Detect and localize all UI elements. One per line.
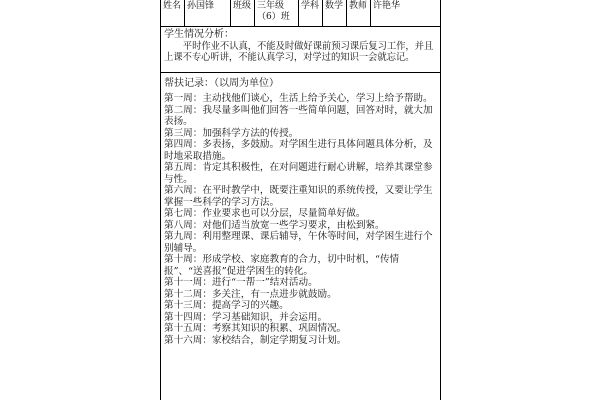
student-record-document <box>160 0 441 400</box>
name-value: 孙国锋 <box>185 0 231 26</box>
week-item: 第十一周：进行“一帮一”结对活动。 <box>164 277 318 288</box>
teacher-value: 许艳华 <box>373 1 401 11</box>
week-item: 第十三周：提高学习的兴趣。 <box>164 300 289 311</box>
week-item: 第四周：多表扬，多鼓励。对学困生进行具体问题具体分析，及时地采取措施。 <box>164 139 433 162</box>
week-item: 第五周：肯定其积极性，在对问题进行耐心讲解，培养其课堂参与性。 <box>164 162 433 185</box>
student-info-row <box>161 0 440 27</box>
week-item: 第八周：对他们适当放宽一些学习要求，由松到紧。 <box>164 219 385 231</box>
name-label: 姓名 <box>161 0 185 26</box>
week-item: 第二周：我尽量多叫他们回答一些简单问题，回答对时，就大加表扬。 <box>164 104 433 127</box>
week-item: 第三周：加强科学方法的传授。 <box>164 127 299 139</box>
subject-value: 数学 <box>323 0 347 26</box>
records-title: 帮扶记录：（以周为单位） <box>164 78 279 89</box>
class-label: 班级 <box>231 0 255 26</box>
week-item: 第十四周：学习基础知识，并会运用。 <box>164 311 328 323</box>
subject-label: 学科 <box>299 0 323 26</box>
week-item: 第十五周：考察其知识的积累、巩固情况。 <box>164 323 347 334</box>
week-item: 第十周：形成学校、家庭教育的合力，切中时机，“传情报”、“送喜报”促进学困生的转化。 <box>164 254 400 277</box>
analysis-title: 学生情况分析： <box>164 29 234 40</box>
week-item: 第十二周：多关注，有一点进步就鼓励。 <box>164 288 337 300</box>
support-records-section <box>161 73 440 346</box>
week-item: 第十六周：家校结合，制定学期复习计划。 <box>164 334 347 346</box>
student-analysis-section <box>161 27 440 73</box>
week-item: 第七周：作业要求也可以分层，尽量简单好做。 <box>164 208 366 219</box>
class-value: 三年级（6）班 <box>255 0 299 26</box>
week-list <box>164 93 437 346</box>
week-item: 第六周：在平时教学中，既要注重知识的系统传授，又要让学生掌握一些科学的学习方法。 <box>164 185 433 208</box>
analysis-body: 平时作业不认真，不能及时做好课前预习课后复习工作，并且上课不专心听讲，不能认真学习，对学过的知识一会就忘记。 <box>164 41 434 63</box>
teacher-label: 教师 <box>347 0 371 26</box>
week-item: 第九周：利用整理课、课后辅导，午休等时间，对学困生进行个别辅导。 <box>164 231 433 254</box>
week-item: 第一周：主动找他们谈心，生活上给予关心，学习上给予帮助。 <box>164 93 433 104</box>
